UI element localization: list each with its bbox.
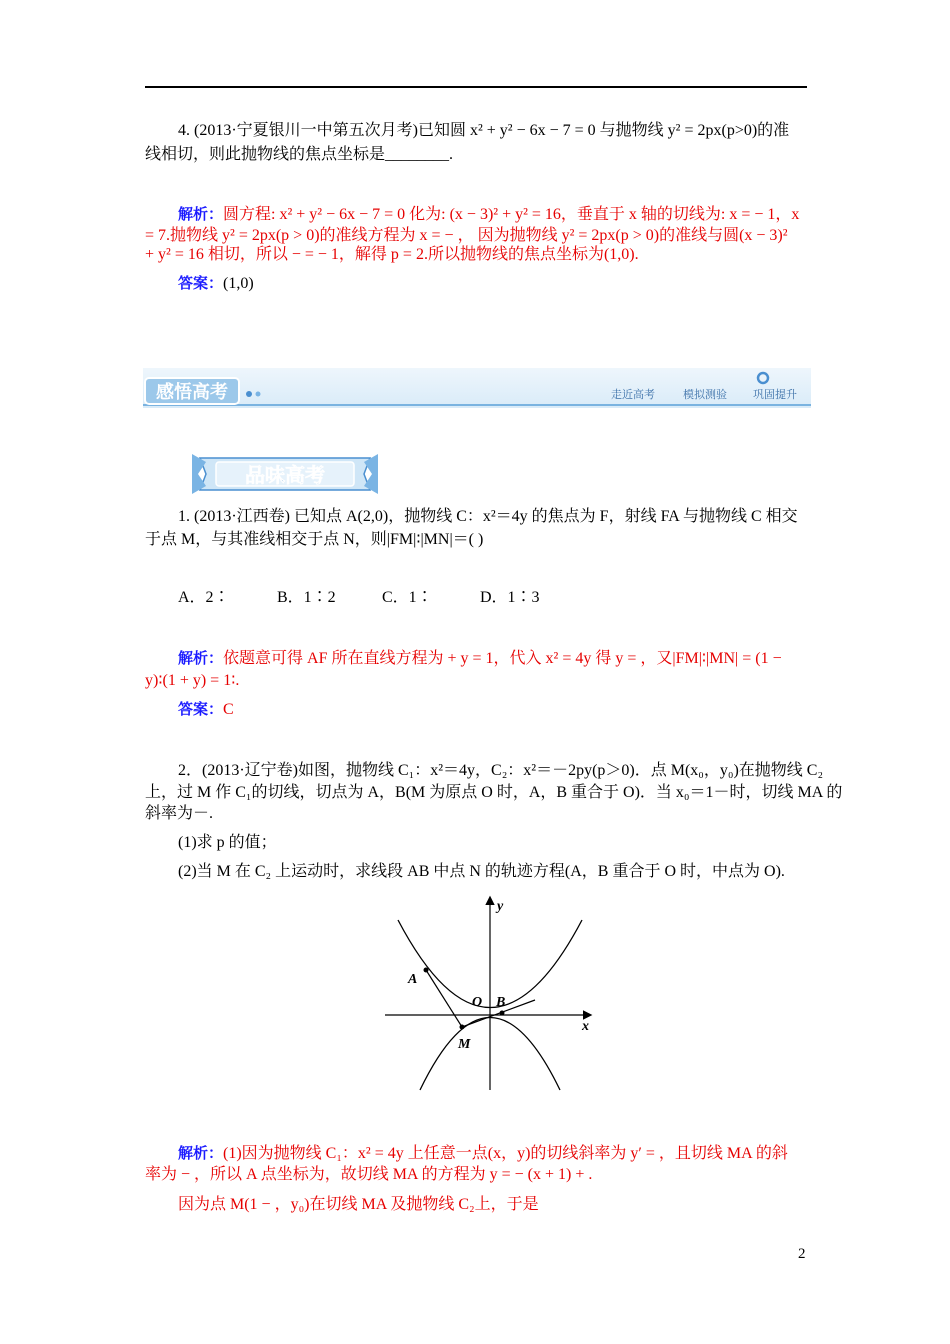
q2-part1: (1)求 p 的值； <box>178 834 277 851</box>
sol2-line3: 因为点 M(1 − ，y₀)在切线 MA 及抛物线 C₂上，于是 <box>178 1196 539 1213</box>
solution-label: 解析： <box>178 649 224 667</box>
ans4: 答案：(1,0) <box>178 274 254 292</box>
answer-label: 答案： <box>178 274 224 292</box>
label-m: M <box>458 1037 471 1052</box>
solution-label: 解析： <box>178 1144 224 1162</box>
sol2-line2: 率为 − ，所以 A 点坐标为，故切线 MA 的方程为 y = − (x + 1) + . <box>145 1166 593 1183</box>
banner-link-3: 巩固提升 <box>753 388 797 401</box>
page-number: 2 <box>798 1246 806 1262</box>
q1-line2: 于点 M，与其准线相交于点 N，则|FM|∶|MN|＝( ) <box>145 531 484 548</box>
answer-label: 答案： <box>178 700 224 718</box>
x-label: x <box>582 1019 589 1034</box>
label-b: B <box>496 995 506 1010</box>
label-o: O <box>472 995 483 1010</box>
tangent-ma <box>426 970 462 1027</box>
section-badge <box>192 452 378 496</box>
q2-part2: (2)当 M 在 C₂ 上运动时，求线段 AB 中点 N 的轨迹方程(A，B 重合于 O 时，中点为 O). <box>178 863 785 880</box>
option-c: C．1∶ <box>382 589 433 606</box>
sol4-line1: 解析：圆方程: x² + y² − 6x − 7 = 0 化为: (x − 3)² + y² = 16，垂直于 x 轴的切线为: x = − 1，x <box>178 205 800 223</box>
badge-title: 品味高考 <box>245 463 325 487</box>
option-a: A．2∶ <box>178 589 230 606</box>
y-label: y <box>497 899 504 914</box>
sol4-line2: = 7.抛物线 y² = 2px(p > 0)的准线方程为 x = − ， 因为抛物线 y² = 2px(p > 0)的准线与圆(x − 3)² <box>145 227 788 244</box>
banner-link-2: 模拟测验 <box>683 388 727 401</box>
sol1-line2: y)∶(1 + y) = 1∶. <box>145 672 240 689</box>
point-m <box>460 1025 465 1030</box>
section-banner <box>143 368 811 408</box>
parabola-figure <box>380 890 605 1095</box>
q4-line1: 4. (2013·宁夏银川一中第五次月考)已知圆 x² + y² − 6x − 7 = 0 与抛物线 y² = 2px(p>0)的准 <box>178 122 790 139</box>
option-b: B．1∶2 <box>277 589 336 606</box>
q4-line2: 线相切，则此抛物线的焦点坐标是________. <box>145 146 454 163</box>
q2-line3: 斜率为－. <box>145 805 214 822</box>
q2-line2: 上，过 M 作 C₁的切线，切点为 A，B(M 为原点 O 时，A，B 重合于 O)．当 x₀＝1－时，切线 MA 的 <box>145 784 843 801</box>
banner-title: 感悟高考 <box>156 382 228 403</box>
point-a <box>424 968 429 973</box>
banner-link-1: 走近高考 <box>611 388 655 401</box>
header-rule <box>145 86 807 88</box>
label-a: A <box>408 972 418 987</box>
point-b <box>500 1011 505 1016</box>
q1-line1: 1. (2013·江西卷) 已知点 A(2,0)，抛物线 C：x²＝4y 的焦点为 F，射线 FA 与抛物线 C 相交 <box>178 508 798 525</box>
sol1-line1: 解析：依题意可得 AF 所在直线方程为 + y = 1，代入 x² = 4y 得 y = ，又|FM|∶|MN| = (1 − <box>178 649 782 667</box>
sol2-line1: 解析：(1)因为抛物线 C₁：x² = 4y 上任意一点(x，y)的切线斜率为 y′ = ，且切线 MA 的斜 <box>178 1144 788 1162</box>
ans1: 答案：C <box>178 700 234 718</box>
sol4-line3: + y² = 16 相切，所以 − = − 1，解得 p = 2.所以抛物线的焦点坐标为(1,0). <box>145 246 639 263</box>
option-d: D．1∶3 <box>480 589 540 606</box>
q2-line1: 2．(2013·辽宁卷)如图，抛物线 C₁：x²＝4y，C₂：x²＝－2py(p＞0)．点 M(x₀，y₀)在抛物线 C₂ <box>178 762 824 779</box>
solution-label: 解析： <box>178 205 224 223</box>
